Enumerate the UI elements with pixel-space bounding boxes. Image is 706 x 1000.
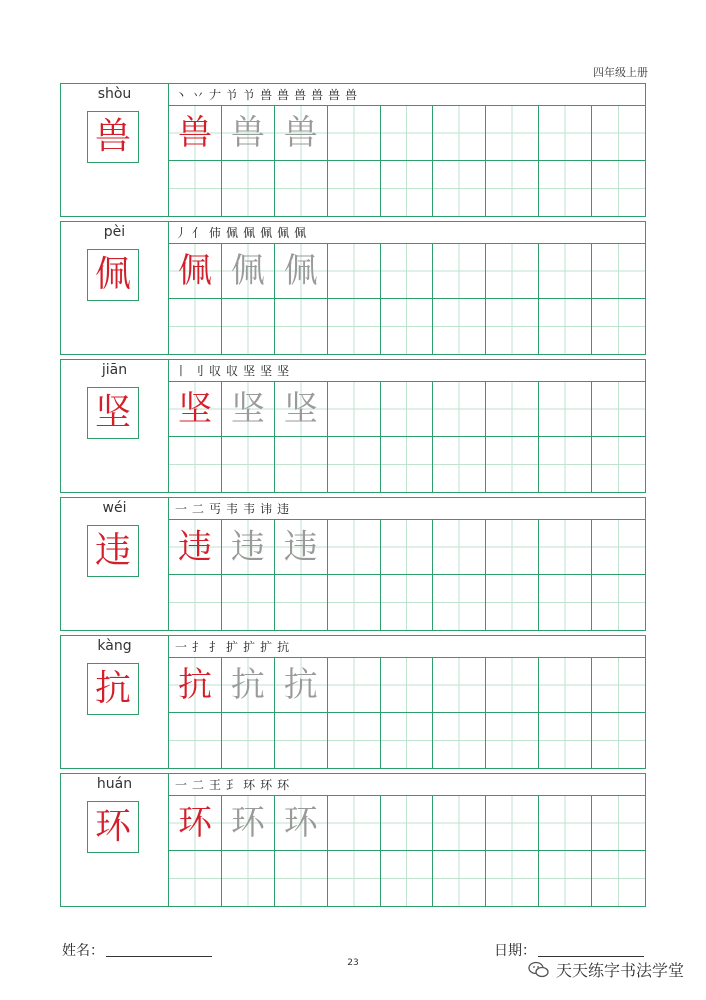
stroke-step: 丐: [209, 502, 222, 516]
practice-cell[interactable]: [433, 437, 486, 492]
practice-cell[interactable]: [381, 244, 434, 299]
character-block: [60, 359, 646, 493]
practice-cell[interactable]: [222, 382, 275, 437]
practice-cell[interactable]: [169, 244, 222, 299]
practice-cell[interactable]: [539, 382, 592, 437]
practice-cell[interactable]: [328, 713, 381, 768]
practice-cell[interactable]: [592, 713, 645, 768]
practice-cell[interactable]: [328, 851, 381, 906]
practice-cell[interactable]: [486, 437, 539, 492]
example-character: 佩: [177, 251, 212, 291]
wechat-icon: [528, 961, 550, 979]
trace-character: 抗: [283, 665, 318, 705]
practice-cell[interactable]: [592, 796, 645, 851]
practice-cell[interactable]: [275, 658, 328, 713]
practice-grid: [169, 520, 645, 630]
stroke-step: 二: [192, 502, 205, 516]
model-character-box: [87, 663, 139, 715]
practice-cell[interactable]: [275, 106, 328, 161]
practice-cell[interactable]: [328, 244, 381, 299]
practice-cell[interactable]: [381, 658, 434, 713]
stroke-step: 兽: [345, 88, 358, 102]
practice-cell[interactable]: [169, 851, 222, 906]
stroke-step: 扩: [243, 640, 256, 654]
trace-character: 环: [230, 803, 265, 843]
stroke-step: 扩: [260, 640, 273, 654]
practice-grid: [169, 658, 645, 768]
practice-cell[interactable]: [169, 161, 222, 216]
stroke-step: 扌: [192, 640, 205, 654]
trace-character: 坚: [230, 389, 265, 429]
pinyin-label: pèi: [103, 224, 126, 240]
practice-cell[interactable]: [222, 299, 275, 354]
trace-character: 佩: [230, 251, 265, 291]
practice-cell[interactable]: [539, 437, 592, 492]
practice-cell[interactable]: [169, 382, 222, 437]
model-character: 坚: [94, 392, 131, 433]
practice-cell[interactable]: [433, 520, 486, 575]
practice-cell[interactable]: [592, 575, 645, 630]
practice-cell[interactable]: [222, 520, 275, 575]
date-field[interactable]: [538, 956, 644, 957]
stroke-step: 佩: [243, 226, 256, 240]
practice-cell[interactable]: [433, 244, 486, 299]
stroke-order-row: [169, 774, 645, 796]
practice-cell[interactable]: [539, 106, 592, 161]
grade-label: 四年级上册: [593, 66, 648, 79]
practice-cell[interactable]: [539, 244, 592, 299]
model-character: 违: [94, 530, 131, 571]
practice-cell[interactable]: [592, 658, 645, 713]
practice-cell[interactable]: [328, 520, 381, 575]
practice-cell[interactable]: [486, 161, 539, 216]
trace-character: 佩: [283, 251, 318, 291]
practice-cell[interactable]: [592, 106, 645, 161]
date-label: 日期：: [494, 943, 536, 959]
trace-character: 兽: [283, 113, 318, 153]
practice-cell[interactable]: [486, 851, 539, 906]
stroke-order-row: [169, 498, 645, 520]
practice-cell[interactable]: [486, 658, 539, 713]
model-panel: [61, 498, 169, 630]
practice-cell[interactable]: [169, 796, 222, 851]
practice-cell[interactable]: [592, 851, 645, 906]
model-character: 环: [94, 806, 131, 847]
page-number: 23: [347, 958, 359, 968]
practice-cell[interactable]: [328, 658, 381, 713]
stroke-step: 丨: [175, 364, 188, 378]
pinyin-label: shòu: [97, 86, 132, 102]
model-character-box: [87, 801, 139, 853]
practice-cell[interactable]: [539, 520, 592, 575]
practice-cell[interactable]: [275, 299, 328, 354]
stroke-step: 坚: [243, 364, 256, 378]
practice-cell[interactable]: [592, 520, 645, 575]
practice-cell[interactable]: [381, 161, 434, 216]
practice-cell[interactable]: [328, 796, 381, 851]
practice-cell[interactable]: [486, 382, 539, 437]
practice-cell[interactable]: [222, 437, 275, 492]
pinyin-label: kàng: [97, 638, 132, 654]
stroke-step: 韦: [226, 502, 239, 516]
practice-cell[interactable]: [592, 437, 645, 492]
stroke-step: 収: [226, 364, 239, 378]
practice-cell[interactable]: [433, 299, 486, 354]
practice-cell[interactable]: [486, 796, 539, 851]
practice-cell[interactable]: [328, 299, 381, 354]
practice-cell[interactable]: [433, 796, 486, 851]
model-character-box: [87, 387, 139, 439]
practice-cell[interactable]: [169, 520, 222, 575]
practice-cell[interactable]: [381, 299, 434, 354]
stroke-step: 环: [243, 778, 256, 792]
practice-cell[interactable]: [222, 796, 275, 851]
practice-cell[interactable]: [433, 382, 486, 437]
practice-cell[interactable]: [433, 658, 486, 713]
practice-grid: [169, 244, 645, 354]
practice-cell[interactable]: [381, 713, 434, 768]
model-panel: [61, 636, 169, 768]
practice-cell[interactable]: [433, 161, 486, 216]
practice-grid: [169, 106, 645, 216]
example-character: 兽: [177, 113, 212, 153]
model-character-box: [87, 249, 139, 301]
pinyin-label: wéi: [102, 500, 127, 516]
practice-cell[interactable]: [328, 382, 381, 437]
practice-cell[interactable]: [539, 796, 592, 851]
stroke-step: 兯: [243, 88, 256, 102]
practice-grid: [169, 796, 645, 906]
stroke-step: 王: [209, 778, 222, 792]
practice-cell[interactable]: [328, 437, 381, 492]
stroke-order-row: [169, 360, 645, 382]
watermark: [528, 958, 684, 981]
practice-cell[interactable]: [486, 520, 539, 575]
trace-character: 违: [230, 527, 265, 567]
stroke-step: 违: [277, 502, 290, 516]
practice-cell[interactable]: [169, 106, 222, 161]
model-panel: [61, 360, 169, 492]
practice-cell[interactable]: [486, 713, 539, 768]
stroke-step: 扩: [226, 640, 239, 654]
practice-cell[interactable]: [275, 713, 328, 768]
practice-cell[interactable]: [222, 106, 275, 161]
practice-cell[interactable]: [275, 437, 328, 492]
stroke-step: 丿: [175, 226, 188, 240]
practice-cell[interactable]: [275, 520, 328, 575]
practice-cell[interactable]: [275, 244, 328, 299]
practice-cell[interactable]: [539, 658, 592, 713]
practice-cell[interactable]: [381, 575, 434, 630]
practice-cell[interactable]: [539, 299, 592, 354]
stroke-step: 佩: [294, 226, 307, 240]
trace-character: 违: [283, 527, 318, 567]
character-block: [60, 221, 646, 355]
stroke-step: 兯: [226, 88, 239, 102]
stroke-step: 刂: [192, 364, 205, 378]
practice-cell[interactable]: [222, 851, 275, 906]
model-character: 佩: [94, 254, 131, 295]
example-character: 环: [177, 803, 212, 843]
practice-cell[interactable]: [222, 161, 275, 216]
practice-cell[interactable]: [486, 575, 539, 630]
practice-cell[interactable]: [433, 851, 486, 906]
stroke-step: 抗: [277, 640, 290, 654]
stroke-step: 兽: [311, 88, 324, 102]
stroke-step: 丶: [175, 88, 188, 102]
character-block: [60, 635, 646, 769]
practice-cell[interactable]: [539, 161, 592, 216]
practice-cell[interactable]: [275, 382, 328, 437]
stroke-step: 坚: [277, 364, 290, 378]
stroke-step: 讳: [260, 502, 273, 516]
stroke-step: 一: [175, 778, 188, 792]
practice-cell[interactable]: [328, 106, 381, 161]
practice-cell[interactable]: [328, 161, 381, 216]
example-character: 违: [177, 527, 212, 567]
practice-cell[interactable]: [592, 161, 645, 216]
stroke-step: 环: [277, 778, 290, 792]
stroke-order-row: [169, 636, 645, 658]
practice-cell[interactable]: [381, 851, 434, 906]
practice-cell[interactable]: [275, 161, 328, 216]
practice-cell[interactable]: [169, 713, 222, 768]
practice-cell[interactable]: [381, 106, 434, 161]
model-character: 兽: [94, 116, 131, 157]
practice-cell[interactable]: [539, 713, 592, 768]
practice-cell[interactable]: [486, 244, 539, 299]
practice-cell[interactable]: [592, 299, 645, 354]
example-character: 抗: [177, 665, 212, 705]
practice-cell[interactable]: [486, 299, 539, 354]
practice-cell[interactable]: [169, 299, 222, 354]
stroke-step: 兽: [328, 88, 341, 102]
practice-cell[interactable]: [486, 106, 539, 161]
practice-cell[interactable]: [275, 796, 328, 851]
stroke-step: 伂: [209, 226, 222, 240]
stroke-step: 一: [175, 502, 188, 516]
stroke-step: 兽: [260, 88, 273, 102]
practice-cell[interactable]: [222, 575, 275, 630]
practice-cell[interactable]: [433, 106, 486, 161]
practice-cell[interactable]: [381, 382, 434, 437]
practice-cell[interactable]: [275, 851, 328, 906]
practice-cell[interactable]: [222, 658, 275, 713]
example-character: 坚: [177, 389, 212, 429]
practice-cell[interactable]: [539, 575, 592, 630]
practice-cell[interactable]: [169, 437, 222, 492]
stroke-order-row: [169, 84, 645, 106]
practice-cell[interactable]: [222, 244, 275, 299]
character-block: [60, 497, 646, 631]
model-character-box: [87, 111, 139, 163]
practice-cell[interactable]: [222, 713, 275, 768]
model-panel: [61, 84, 169, 216]
practice-cell[interactable]: [433, 575, 486, 630]
practice-cell[interactable]: [592, 244, 645, 299]
trace-character: 抗: [230, 665, 265, 705]
stroke-step: 二: [192, 778, 205, 792]
stroke-step: 佩: [226, 226, 239, 240]
trace-character: 兽: [230, 113, 265, 153]
stroke-step: 一: [175, 640, 188, 654]
practice-cell[interactable]: [381, 796, 434, 851]
practice-cell[interactable]: [381, 437, 434, 492]
name-field[interactable]: [106, 956, 212, 957]
practice-cell[interactable]: [169, 575, 222, 630]
stroke-step: 丷: [192, 88, 205, 102]
stroke-step: 収: [209, 364, 222, 378]
stroke-step: 韦: [243, 502, 256, 516]
practice-cell[interactable]: [539, 851, 592, 906]
stroke-step: 兽: [277, 88, 290, 102]
practice-cell[interactable]: [381, 520, 434, 575]
character-block: [60, 773, 646, 907]
practice-cell[interactable]: [328, 575, 381, 630]
model-character-box: [87, 525, 139, 577]
model-panel: [61, 774, 169, 906]
stroke-step: 坚: [260, 364, 273, 378]
pinyin-label: jiān: [101, 362, 128, 378]
practice-cell[interactable]: [592, 382, 645, 437]
stroke-order-row: [169, 222, 645, 244]
stroke-step: 兽: [294, 88, 307, 102]
stroke-step: 扌: [209, 640, 222, 654]
practice-cell[interactable]: [433, 713, 486, 768]
stroke-step: 𠂇: [209, 88, 222, 102]
model-panel: [61, 222, 169, 354]
stroke-step: 𤣩: [226, 778, 239, 792]
stroke-step: 佩: [277, 226, 290, 240]
model-character: 抗: [94, 668, 131, 709]
stroke-step: 佩: [260, 226, 273, 240]
trace-character: 环: [283, 803, 318, 843]
practice-cell[interactable]: [275, 575, 328, 630]
practice-cell[interactable]: [169, 658, 222, 713]
character-block: [60, 83, 646, 217]
trace-character: 坚: [283, 389, 318, 429]
name-label: 姓名：: [62, 943, 104, 959]
pinyin-label: huán: [96, 776, 133, 792]
practice-grid: [169, 382, 645, 492]
watermark-text: 天天练字书法学堂: [555, 961, 684, 980]
stroke-step: 环: [260, 778, 273, 792]
stroke-step: 亻: [192, 226, 205, 240]
